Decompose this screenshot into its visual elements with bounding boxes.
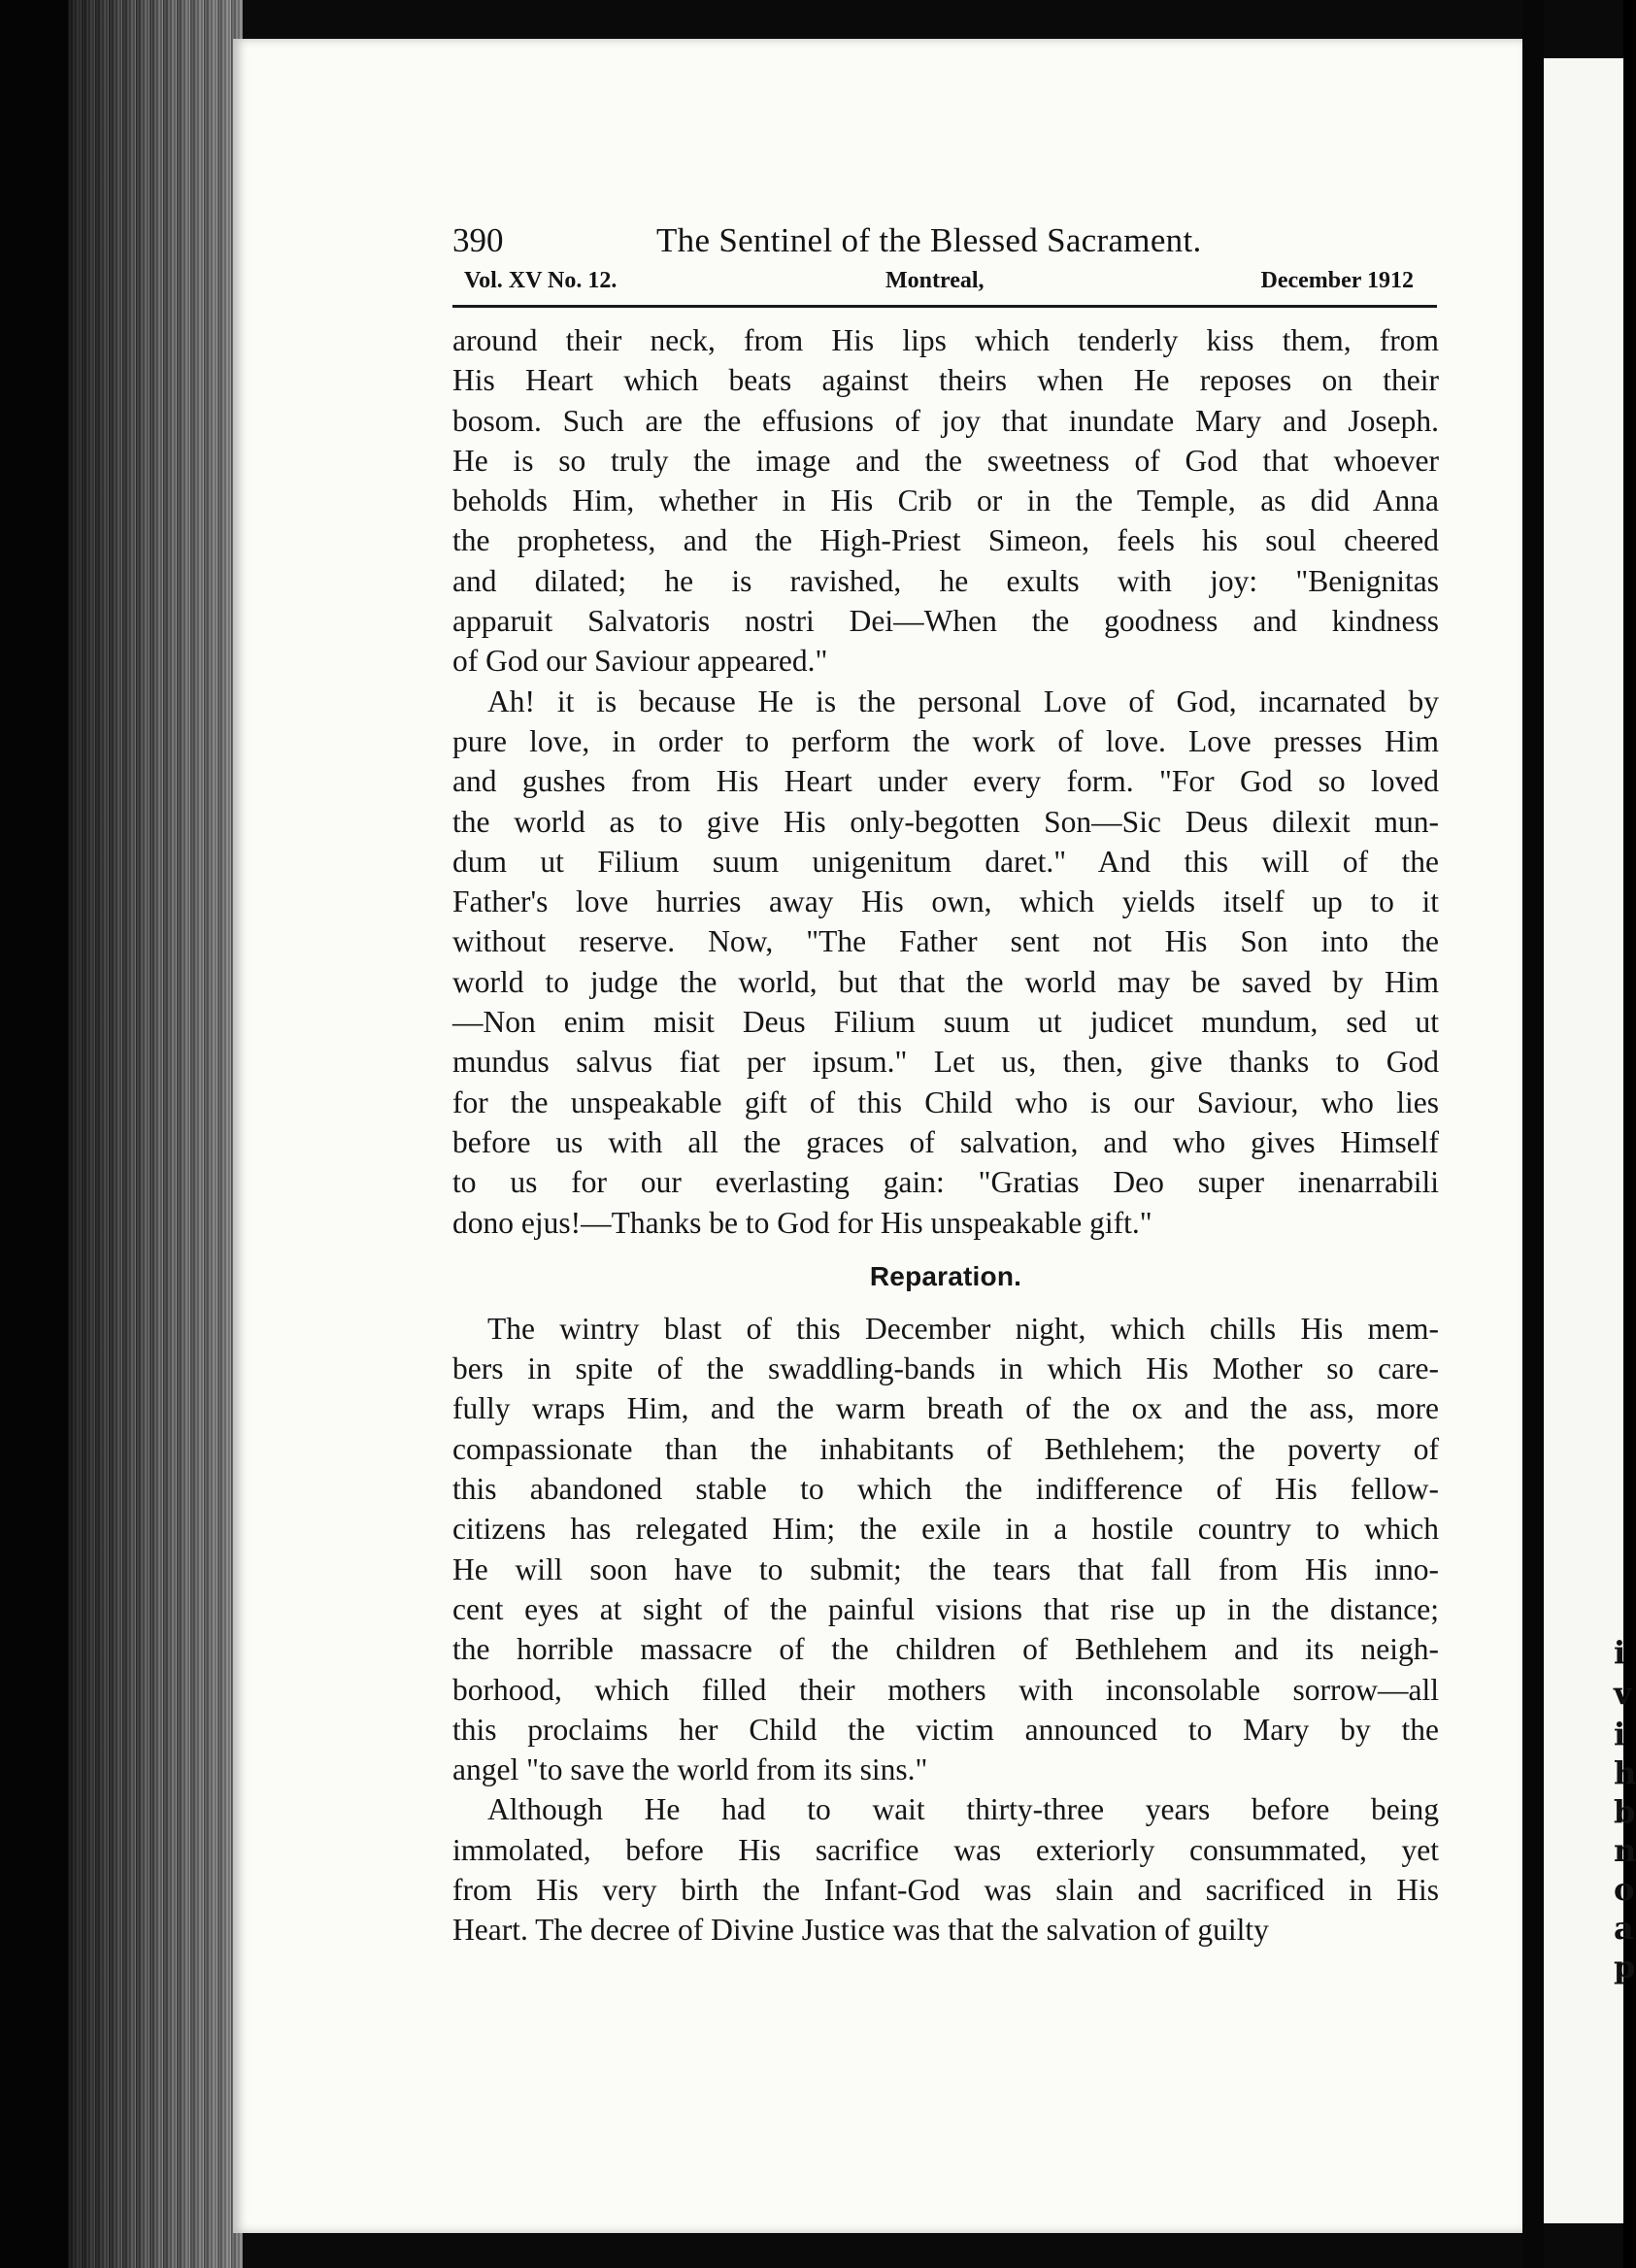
volume-number: Vol. XV No. 12. <box>464 268 618 293</box>
gutter <box>1522 0 1544 2268</box>
text-line: Ah! it is because He is the personal Love of God, incarnated by <box>487 684 1439 718</box>
text-line: and dilated; he is ravished, he exults with joy: "Benignitas <box>452 563 1439 598</box>
text-line: citizens has relegated Him; the exile in a hostile country to which <box>452 1512 1439 1547</box>
text-line: this abandoned stable to which the indifference of His fellow- <box>452 1472 1439 1507</box>
paragraph <box>452 320 1439 682</box>
text-line: His Heart which beats against theirs when He reposes on their <box>452 363 1439 398</box>
book-spine-shadow <box>0 0 68 2268</box>
text-line: —Non enim misit Deus Filium suum ut judicet mundum, sed ut <box>452 1005 1439 1040</box>
section-heading: Reparation. <box>869 1260 1022 1291</box>
header-rule <box>452 305 1437 308</box>
text-line: apparuit Salvatoris nostri Dei—When the goodness and kindness <box>452 604 1439 639</box>
adjacent-page-fragment: i <box>1614 1634 1626 1671</box>
text-line: compassionate than the inhabitants of Bethlehem; the poverty of <box>452 1431 1439 1466</box>
text-line: dono ejus!—Thanks be to God for His unspeakable gift." <box>452 1205 1152 1240</box>
text-line: borhood, which filled their mothers with inconsolable sorrow—all <box>452 1672 1439 1707</box>
text-line: Heart. The decree of Divine Justice was that the salvation of guilty <box>452 1913 1269 1948</box>
adjacent-page-fragment: i <box>1614 1716 1626 1752</box>
text-line: bers in spite of the swaddling-bands in which His Mother so care- <box>452 1351 1439 1386</box>
text-line: pure love, in order to perform the work of love. Love presses Him <box>452 723 1439 758</box>
text-line: without reserve. Now, "The Father sent not His Son into the <box>452 924 1439 959</box>
text-line: of God our Saviour appeared." <box>452 644 828 679</box>
text-line: before us with all the graces of salvation, and who gives Himself <box>452 1124 1439 1159</box>
text-line: the horrible massacre of the children of Bethlehem and its neigh- <box>452 1632 1439 1667</box>
page-edges <box>68 0 243 2268</box>
text-line: around their neck, from His lips which tenderly kiss them, from <box>452 323 1439 357</box>
text-line: angel "to save the world from its sins." <box>452 1752 928 1787</box>
adjacent-page-fragment: h <box>1614 1754 1636 1791</box>
journal-title: The Sentinel of the Blessed Sacrament. <box>656 221 1202 259</box>
adjacent-page <box>1544 58 1636 2223</box>
text-line: the prophetess, and the High-Priest Simeon, feels his soul cheered <box>452 523 1439 558</box>
text-line: world to judge the world, but that the world may be saved by Him <box>452 964 1439 999</box>
issue-date: December 1912 <box>1260 268 1414 293</box>
text-line: He is so truly the image and the sweetness of God that whoever <box>452 443 1439 478</box>
publication-city: Montreal, <box>885 268 985 293</box>
adjacent-page-fragment: n <box>1614 1832 1636 1869</box>
text-line: cent eyes at sight of the painful visions that rise up in the distance; <box>452 1591 1439 1626</box>
text-line: fully wraps Him, and the warm breath of the ox and the ass, more <box>452 1391 1439 1426</box>
text-line: this proclaims her Child the victim announced to Mary by the <box>452 1712 1439 1747</box>
paragraph <box>452 1789 1439 1950</box>
adjacent-page-fragment: b <box>1614 1793 1636 1830</box>
adjacent-page-fragment: p <box>1614 1949 1636 1985</box>
text-line: He will soon have to submit; the tears that fall from His inno- <box>452 1551 1439 1586</box>
text-line: dum ut Filium suum unigenitum daret." And this will of the <box>452 844 1439 879</box>
running-head <box>452 221 1435 270</box>
text-line: bosom. Such are the effusions of joy that inundate Mary and Joseph. <box>452 403 1439 438</box>
text-line: Father's love hurries away His own, which yields itself up to it <box>452 884 1439 919</box>
paragraph <box>452 1309 1439 1790</box>
page-number: 390 <box>452 221 504 259</box>
text-line: and gushes from His Heart under every form. "For God so loved <box>452 764 1439 799</box>
text-line: Although He had to wait thirty-three years before being <box>487 1792 1439 1827</box>
text-line: beholds Him, whether in His Crib or in the Temple, as did Anna <box>452 484 1439 518</box>
text-line: the world as to give His only-begotten Son—Sic Deus dilexit mun- <box>452 804 1439 839</box>
adjacent-page-fragment: o <box>1614 1871 1635 1908</box>
adjacent-page-fragment: a <box>1614 1910 1634 1947</box>
text-line: to us for our everlasting gain: "Gratias Deo super inenarrabili <box>452 1165 1439 1200</box>
text-line: immolated, before His sacrifice was exteriorly consummated, yet <box>452 1832 1439 1867</box>
text-line: for the unspeakable gift of this Child who is our Saviour, who lies <box>452 1084 1439 1119</box>
issue-line <box>464 268 1435 303</box>
paragraph <box>452 682 1439 1243</box>
article-body <box>452 320 1439 1951</box>
text-line: mundus salvus fiat per ipsum." Let us, then, give thanks to God <box>452 1045 1439 1080</box>
adjacent-page-fragment: v <box>1614 1675 1632 1712</box>
text-line: The wintry blast of this December night, which chills His mem- <box>487 1311 1439 1346</box>
text-line: from His very birth the Infant-God was slain and sacrificed in His <box>452 1872 1439 1907</box>
